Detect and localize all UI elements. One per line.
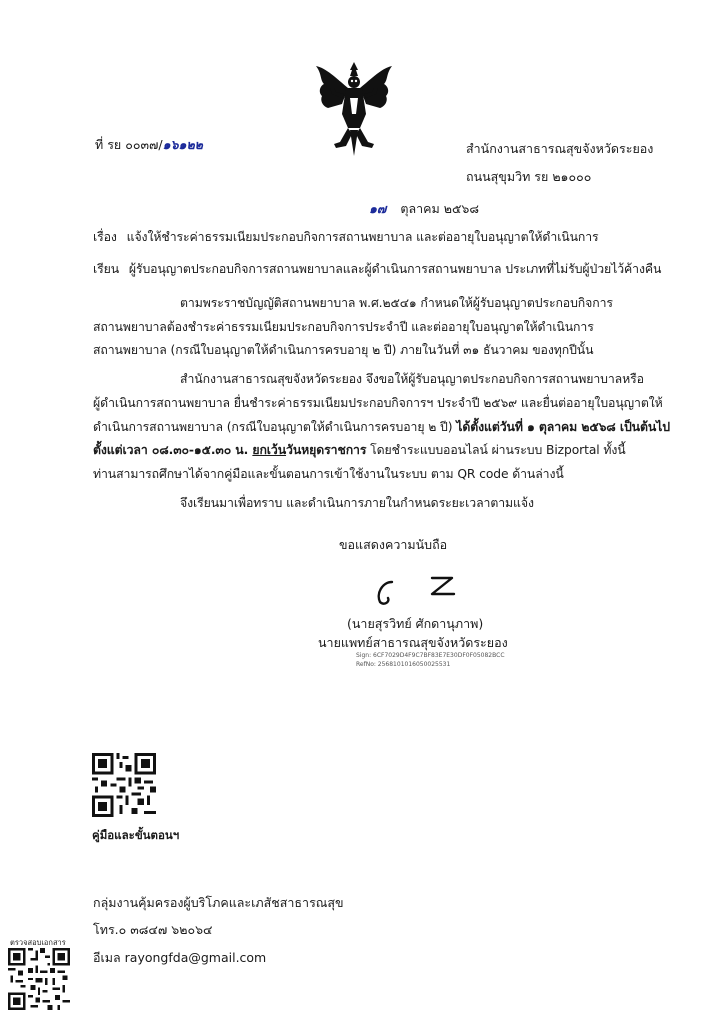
- document-number-prefix: ที่ รย ๐๐๓๗/: [95, 137, 163, 152]
- document-date: [369, 199, 479, 219]
- recipient-line: [93, 260, 661, 279]
- recipient-label: เรียน: [93, 262, 120, 276]
- date-month-year: ตุลาคม ๒๕๖๘: [400, 201, 479, 216]
- para2-line4: [93, 441, 626, 460]
- agency-address: ถนนสุขุมวิท รย ๒๑๐๐๐: [466, 169, 592, 184]
- para1-line3: สถานพยาบาล (กรณีใบอนุญาตให้ดำเนินการครบอายุ ๒ ปี) ภายในวันที่ ๓๑ ธันวาคม ของทุกปีนั้น: [93, 343, 594, 357]
- contact-email: อีเมล rayongfda@gmail.com: [93, 950, 267, 965]
- manual-qr-code[interactable]: [92, 753, 156, 817]
- para1-line2: สถานพยาบาลต้องชำระค่าธรรมเนียมประกอบกิจการประจำปี และต่ออายุใบอนุญาตให้ดำเนินการ: [93, 320, 594, 334]
- office-hours: ตั้งแต่เวลา ๐๘.๓๐-๑๕.๓๐ น.: [93, 443, 253, 457]
- para2-line5: ท่านสามารถศึกษาได้จากคู่มือและขั้นตอนการเข้าใช้งานในระบบ ตาม QR code ด้านล่างนี้: [93, 467, 564, 481]
- agency-name: สำนักงานสาธารณสุขจังหวัดระยอง: [466, 141, 654, 156]
- handwritten-signature: [372, 572, 472, 608]
- subject-label: เรื่อง: [93, 230, 117, 244]
- para1-line1: ตามพระราชบัญญัติสถานพยาบาล พ.ศ.๒๕๔๑ กำหนดให้ผู้รับอนุญาตประกอบกิจการ: [180, 296, 613, 310]
- document-number-handwritten: ๑๖๑๒๒: [162, 137, 203, 152]
- para2-line3: [93, 418, 670, 437]
- contact-department: กลุ่มงานคุ้มครองผู้บริโภคและเภสัชสาธารณสุข: [93, 895, 344, 910]
- para2-line4-text: โดยชำระแบบออนไลน์ ผ่านระบบ Bizportal ทั้งนี้: [366, 443, 626, 457]
- date-day-handwritten: ๑๗: [369, 201, 387, 216]
- closing-text: ขอแสดงความนับถือ: [339, 537, 448, 552]
- qr-caption: คู่มือและขั้นตอนฯ: [92, 828, 180, 842]
- signature-ref-no: RefNo: 2568101016050025531: [356, 661, 451, 668]
- document-number: [95, 135, 203, 155]
- para2-line1: สำนักงานสาธารณสุขจังหวัดระยอง จึงขอให้ผู้รับอนุญาตประกอบกิจการสถานพยาบาลหรือ: [180, 372, 644, 386]
- signature-id: Sign: 6CF7029D4F9C7BF83E7E30DF0F05082BCC: [356, 652, 505, 659]
- para2-effective-date: ได้ตั้งแต่วันที่ ๑ ตุลาคม ๒๕๖๘ เป็นต้นไป: [456, 420, 670, 434]
- para2-line2: ผู้ดำเนินการสถานพยาบาล ยื่นชำระค่าธรรมเนียมประกอบกิจการฯ ประจำปี ๒๕๖๙ และยื่นต่ออายุใบอนุญาตให้: [93, 396, 663, 410]
- signer-position: นายแพทย์สาธารณสุขจังหวัดระยอง: [318, 635, 508, 650]
- para2-line3-text: ดำเนินการสถานพยาบาล (กรณีใบอนุญาตให้ดำเนินการครบอายุ ๒ ปี): [93, 420, 457, 434]
- signer-name: (นายสุรวิทย์ ศักดานุภาพ): [347, 616, 484, 631]
- subject-line: [93, 228, 599, 247]
- verify-qr-code[interactable]: [8, 948, 70, 1010]
- recipient-text: ผู้รับอนุญาตประกอบกิจการสถานพยาบาลและผู้ดำเนินการสถานพยาบาล ประเภทที่ไม่รับผู้ป่วยไว้ค้างคืน: [128, 262, 662, 276]
- para3-line: จึงเรียนมาเพื่อทราบ และดำเนินการภายในกำหนดระยะเวลาตามแจ้ง: [180, 496, 534, 510]
- except-word: ยกเว้น: [252, 443, 287, 457]
- garuda-emblem: [312, 58, 396, 158]
- holiday-text: วันหยุดราชการ: [286, 443, 367, 457]
- verify-label: ตรวจสอบเอกสาร: [10, 938, 66, 947]
- subject-text: แจ้งให้ชำระค่าธรรมเนียมประกอบกิจการสถานพยาบาล และต่ออายุใบอนุญาตให้ดำเนินการ: [126, 230, 599, 244]
- contact-phone: โทร.๐ ๓๘๔๗ ๖๒๐๖๔: [93, 922, 213, 937]
